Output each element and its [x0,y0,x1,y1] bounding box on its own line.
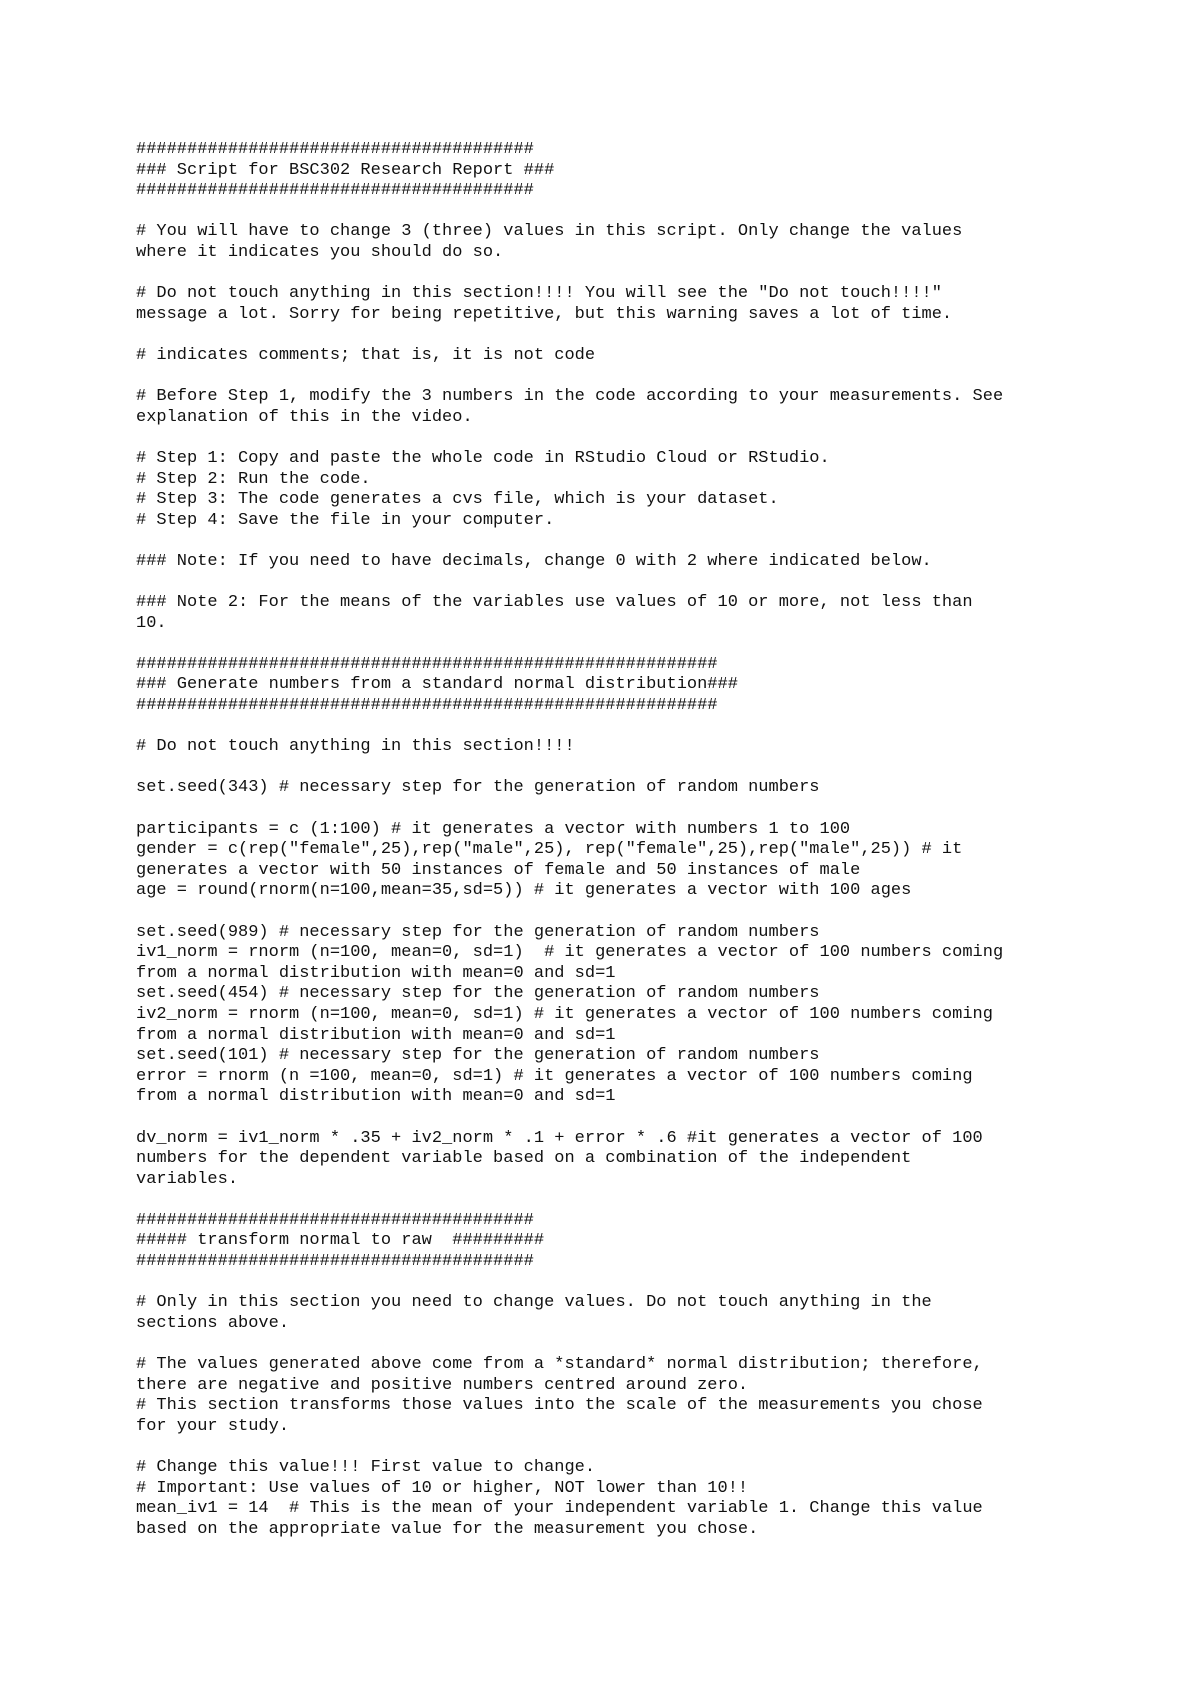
code-line: from a normal distribution with mean=0 and sd=1 [136,1025,616,1045]
code-line: ####################################### [136,1210,534,1230]
blank-line [136,1273,1096,1294]
code-line: # Step 3: The code generates a cvs file, which is your dataset. [136,490,779,510]
code-line: variables. [136,1169,239,1189]
code-line: from a normal distribution with mean=0 and sd=1 [136,1087,616,1107]
code-line: # You will have to change 3 (three) values in this script. Only change the values [136,222,963,242]
code-line: mean_iv1 = 14 # This is the mean of your independent variable 1. Change this value [136,1499,983,1519]
code-line: set.seed(454) # necessary step for the generation of random numbers [136,984,820,1004]
code-line: ####################################### [136,140,534,159]
code-line: # Important: Use values of 10 or higher, NOT lower than 10!! [136,1478,749,1498]
blank-line [136,1437,1096,1458]
code-line: generates a vector with 50 instances of female and 50 instances of male [136,860,861,880]
code-line: # Step 2: Run the code. [136,469,371,489]
code-line: there are negative and positive numbers centred around zero. [136,1375,749,1395]
blank-line [136,531,1096,552]
code-line: # indicates comments; that is, it is not code [136,345,596,365]
code-line: from a normal distribution with mean=0 and sd=1 [136,963,616,983]
code-line: ######################################################### [136,654,718,674]
code-line: ### Note 2: For the means of the variables use values of 10 or more, not less than [136,593,973,613]
blank-line [136,325,1096,346]
code-line: iv2_norm = rnorm (n=100, mean=0, sd=1) # it generates a vector of 100 numbers coming [136,1004,993,1024]
blank-line [136,264,1096,285]
code-line: ### Generate numbers from a standard normal distribution### [136,675,738,695]
blank-line [136,367,1096,388]
code-line: sections above. [136,1313,290,1333]
code-line: # Step 4: Save the file in your computer. [136,510,555,530]
code-line: # Do not touch anything in this section!!!! You will see the "Do not touch!!!!" [136,284,942,304]
blank-line [136,758,1096,779]
blank-line [136,428,1096,449]
blank-line [136,799,1096,820]
code-line: explanation of this in the video. [136,407,473,427]
blank-line [136,1108,1096,1129]
code-line: ### Note: If you need to have decimals, change 0 with 2 where indicated below. [136,551,932,571]
code-line: iv1_norm = rnorm (n=100, mean=0, sd=1) # it generates a vector of 100 numbers coming [136,943,1004,963]
code-line: ### Script for BSC302 Research Report ### [136,160,555,180]
code-line: set.seed(989) # necessary step for the generation of random numbers [136,922,820,942]
code-line: ####################################### [136,181,534,201]
code-line: error = rnorm (n =100, mean=0, sd=1) # it generates a vector of 100 numbers coming [136,1066,973,1086]
code-line: set.seed(101) # necessary step for the generation of random numbers [136,1046,820,1066]
blank-line [136,717,1096,738]
code-line: # This section transforms those values into the scale of the measurements you chose [136,1396,983,1416]
r-script-text [136,140,1096,1540]
code-line: # Do not touch anything in this section!!!! [136,737,575,757]
code-line: participants = c (1:100) # it generates a vector with numbers 1 to 100 [136,819,851,839]
blank-line [136,202,1096,223]
code-line: for your study. [136,1416,290,1436]
code-line: numbers for the dependent variable based on a combination of the independent [136,1149,912,1169]
code-line: ##### transform normal to raw ######### [136,1231,545,1251]
code-line: message a lot. Sorry for being repetitive, but this warning saves a lot of time. [136,304,953,324]
code-line: ######################################################### [136,696,718,716]
blank-line [136,902,1096,923]
code-line: dv_norm = iv1_norm * .35 + iv2_norm * .1 + error * .6 #it generates a vector of 100 [136,1128,983,1148]
code-line: set.seed(343) # necessary step for the generation of random numbers [136,778,820,798]
code-line: # Before Step 1, modify the 3 numbers in the code according to your measurements. See [136,387,1004,407]
code-line: ####################################### [136,1252,534,1272]
code-line: age = round(rnorm(n=100,mean=35,sd=5)) # it generates a vector with 100 ages [136,881,912,901]
code-line: 10. [136,613,167,633]
code-line: based on the appropriate value for the measurement you chose. [136,1519,759,1539]
code-line: # Change this value!!! First value to change. [136,1458,596,1477]
blank-line [136,1334,1096,1355]
code-line: # Step 1: Copy and paste the whole code in RStudio Cloud or RStudio. [136,448,830,468]
code-line: gender = c(rep("female",25),rep("male",25), rep("female",25),rep("male",25)) # it [136,840,963,860]
code-line: where it indicates you should do so. [136,242,504,262]
code-line: # The values generated above come from a *standard* normal distribution; therefore, [136,1355,983,1375]
blank-line [136,1190,1096,1211]
code-line: # Only in this section you need to change values. Do not touch anything in the [136,1293,932,1313]
blank-line [136,572,1096,593]
blank-line [136,634,1096,655]
